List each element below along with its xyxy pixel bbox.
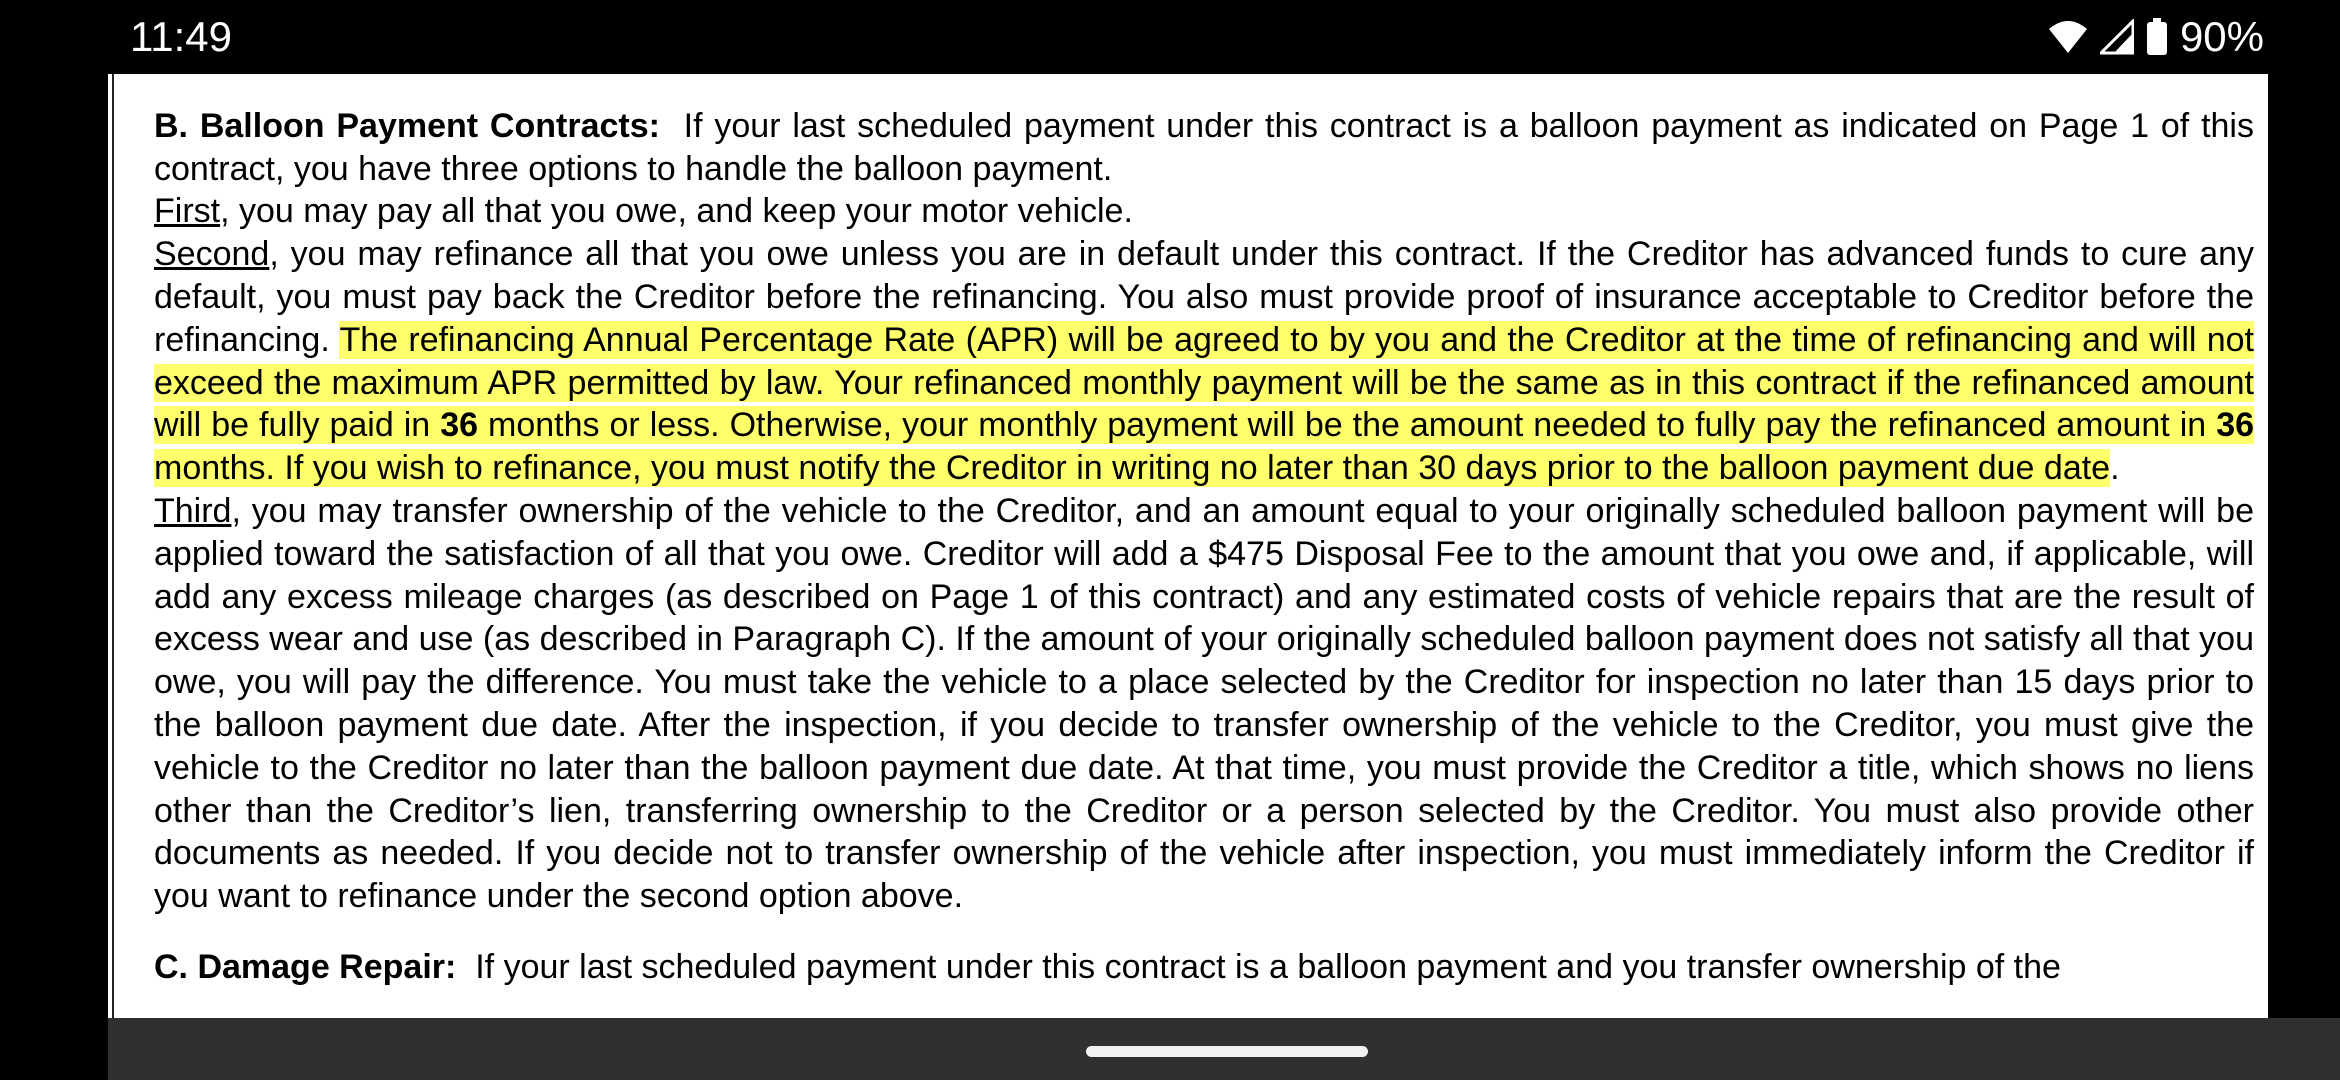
- document-page: [112, 74, 2268, 1018]
- section-c-heading: C. Damage Repair:: [154, 947, 457, 986]
- status-icons: [2048, 10, 2264, 64]
- document-viewport[interactable]: [108, 74, 2268, 1018]
- option-third: [154, 490, 2254, 918]
- first-label: First: [154, 192, 221, 231]
- battery-icon: [2146, 18, 2168, 56]
- highlight-3[interactable]: months. If you wish to refinance, you must notify the Creditor in writing no later than 30 days prior to the balloon payment due date: [154, 449, 2111, 488]
- home-handle[interactable]: [1086, 1046, 1368, 1057]
- battery-percent: 90%: [2179, 13, 2264, 60]
- second-label: Second: [154, 235, 270, 274]
- wifi-icon: [2048, 19, 2088, 55]
- cell-signal-icon: [2100, 19, 2134, 55]
- status-time: 11:49: [130, 13, 232, 60]
- section-b-intro: [154, 105, 2254, 191]
- section-c-intro: [154, 946, 2254, 989]
- status-bar: [0, 0, 2340, 74]
- second-end: .: [2110, 449, 2120, 488]
- third-label: Third: [154, 491, 232, 530]
- months-value-1: 36: [440, 406, 479, 445]
- third-text: , you may transfer ownership of the vehicle to the Creditor, and an amount equal to your originally scheduled balloon payment will be applied toward the satisfaction of all that you owe. Creditor will add a $475 Disposal Fee to the amount that you owe and, if applicable, will add any excess mileage charges (as described on Page 1 of this contract) and any estimated costs of vehicle repairs that are the result of excess wear and use (as described in Paragraph C). If the amount of your originally scheduled balloon payment does not satisfy all that you owe, you will pay the difference. You must take the vehicle to a place selected by the Creditor for inspection no later than 15 days prior to the balloon payment due date. After the inspection, if you decide to transfer ownership of the vehicle to the Creditor, you must give the vehicle to the Creditor no later than the balloon payment due date. At that time, you must provide the Creditor a title, which shows no liens other than the Creditor’s lien, transferring ownership to the Creditor or a person selected by the Creditor. You must also provide other documents as needed. If you decide not to transfer ownership of the vehicle after inspection, you must immediately inform the Creditor if you want to refinance under the second option above.: [154, 491, 2254, 916]
- first-text: , you may pay all that you owe, and keep your motor vehicle.: [220, 192, 1133, 231]
- highlight-2[interactable]: months or less. Otherwise, your monthly payment will be the amount needed to fully pay the refinanced amount in: [488, 406, 2207, 445]
- option-first: [154, 190, 2254, 233]
- document-text: [154, 74, 2254, 989]
- option-second: [154, 233, 2254, 490]
- section-c-intro-text: If your last scheduled payment under this contract is a balloon payment and you transfer ownership of the: [475, 947, 2061, 986]
- section-b-intro-text: If your last scheduled payment under this contract is a balloon payment as indicated on Page 1 of this contract, you have three options to handle the balloon payment.: [154, 106, 2254, 188]
- navigation-bar: [108, 1018, 2340, 1080]
- second-text: , you may refinance all that you owe unless you are in default under this contract. If the Creditor has advanced funds to cure any default, you must pay back the Creditor before the refinancing. You also must provide proof of insurance acceptable to Creditor before the refinancing.: [154, 235, 2254, 359]
- months-value-2: 36: [2216, 406, 2255, 445]
- section-b-heading: B. Balloon Payment Contracts:: [154, 106, 660, 145]
- highlight-1[interactable]: The refinancing Annual Percentage Rate (APR) will be agreed to by you and the Creditor at the time of refinancing and will not exceed the maximum APR permitted by law. Your refinanced monthly payment will be the same as in this contract if the refinanced amount will be fully paid in: [154, 320, 2254, 445]
